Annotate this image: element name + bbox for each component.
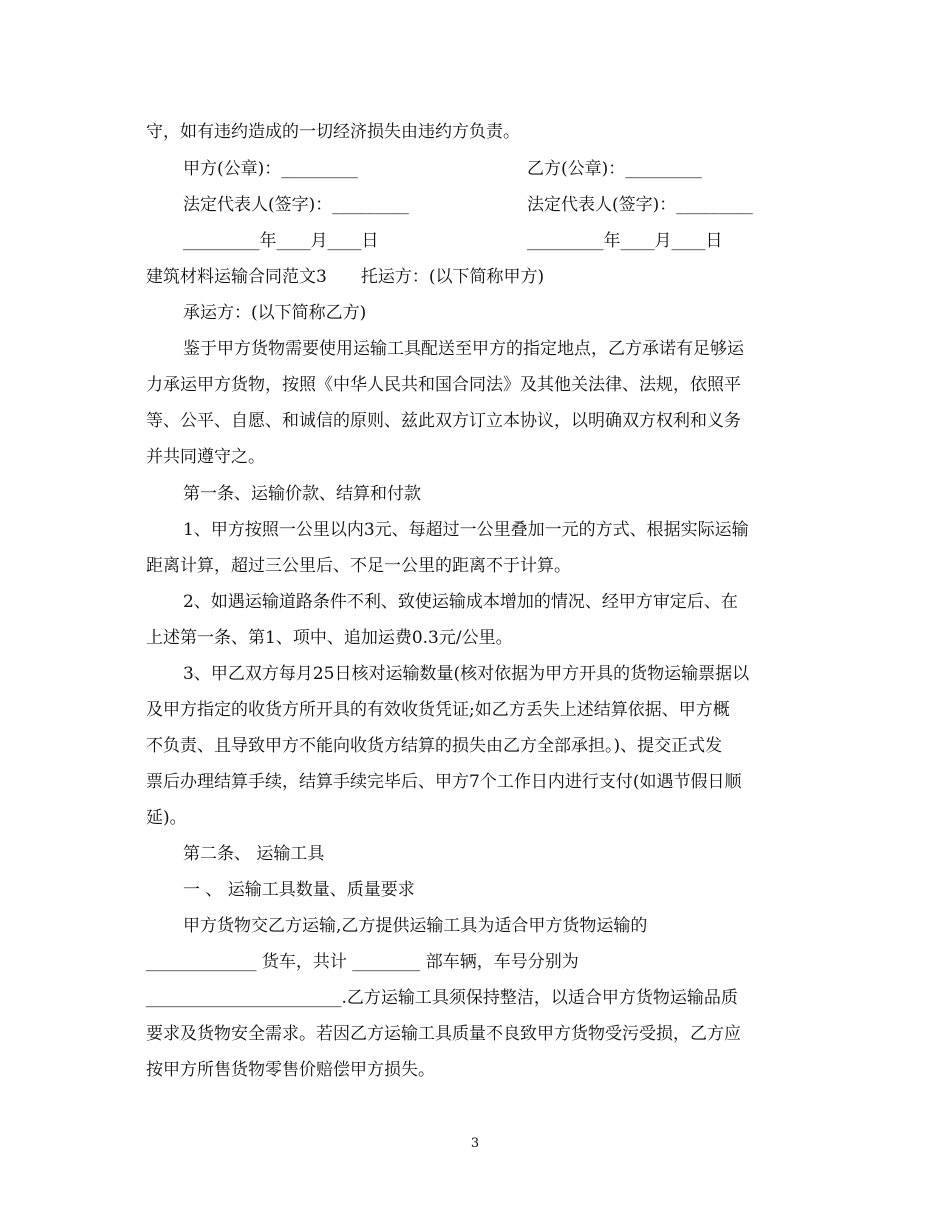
text-line: 按甲方所售货物零售价赔偿甲方损失。 xyxy=(146,1060,435,1080)
text-line: 甲方货物交乙方运输,乙方提供运输工具为适合甲方货物运输的 xyxy=(183,916,648,936)
text-line: 票后办理结算手续，结算手续完毕后、甲方7个工作日内进行支付(如遇节假日顺 xyxy=(146,772,742,792)
text-line: 力承运甲方货物，按照《中华人民共和国合同法》及其他关法律、法规，依照平 xyxy=(146,375,741,395)
text-line: 延)。 xyxy=(146,808,187,828)
party-b-representative: 法定代表人(签字)：_________ xyxy=(527,195,753,215)
text-line: 距离计算，超过三公里后、不足一公里的距离不于计算。 xyxy=(146,556,571,576)
text-line: 不负责、且导致甲方不能向收货方结算的损失由乙方全部承担。)、提交正式发 xyxy=(146,736,723,756)
party-a-date: _________年____月____日 xyxy=(183,231,379,251)
subheading: 一 、 运输工具数量、质量要求 xyxy=(183,880,415,900)
text-line: 上述第一条、第1、项中、追加运费0.3元/公里。 xyxy=(146,628,513,648)
text-line: 2、如遇运输道路条件不利、致使运输成本增加的情况、经甲方审定后、在 xyxy=(183,592,738,612)
text-line: 守，如有违约造成的一切经济损失由违约方负责。 xyxy=(146,122,520,142)
party-a-seal: 甲方(公章)：_________ xyxy=(183,159,358,179)
text-line: 并共同遵守之。 xyxy=(146,447,265,467)
text-line: 3、甲乙双方每月25日核对运输数量(核对依据为甲方开具的货物运输票据以 xyxy=(183,664,750,684)
party-b-date: _________年____月____日 xyxy=(527,231,723,251)
text-line: _______________________.乙方运输工具须保持整洁，以适合甲方货物运输品质 xyxy=(146,988,738,1008)
text-line: 1、甲方按照一公里以内3元、每超过一公里叠加一元的方式、根据实际运输 xyxy=(183,520,749,540)
page-number: 3 xyxy=(470,1136,480,1151)
text-line: _____________ 货车，共计 ________ 部车辆，车号分别为 xyxy=(146,952,579,972)
text-line: 要求及货物安全需求。若因乙方运输工具质量不良致甲方货物受污受损，乙方应 xyxy=(146,1024,741,1044)
text-line: 及甲方指定的收货方所开具的有效收货凭证;如乙方丢失上述结算依据、甲方概 xyxy=(146,700,730,720)
party-a-representative: 法定代表人(签字)：_________ xyxy=(183,195,409,215)
article-heading: 第二条、 运输工具 xyxy=(183,844,325,864)
section-title: 建筑材料运输合同范文3 托运方：(以下简称甲方) xyxy=(146,267,545,287)
article-heading: 第一条、运输价款、结算和付款 xyxy=(183,484,421,504)
text-line: 等、公平、自愿、和诚信的原则、兹此双方订立本协议，以明确双方权利和义务 xyxy=(146,411,741,431)
party-b-seal: 乙方(公章)：_________ xyxy=(527,159,702,179)
text-line: 承运方：(以下简称乙方) xyxy=(183,303,367,323)
text-line: 鉴于甲方货物需要使用运输工具配送至甲方的指定地点，乙方承诺有足够运 xyxy=(183,339,744,359)
